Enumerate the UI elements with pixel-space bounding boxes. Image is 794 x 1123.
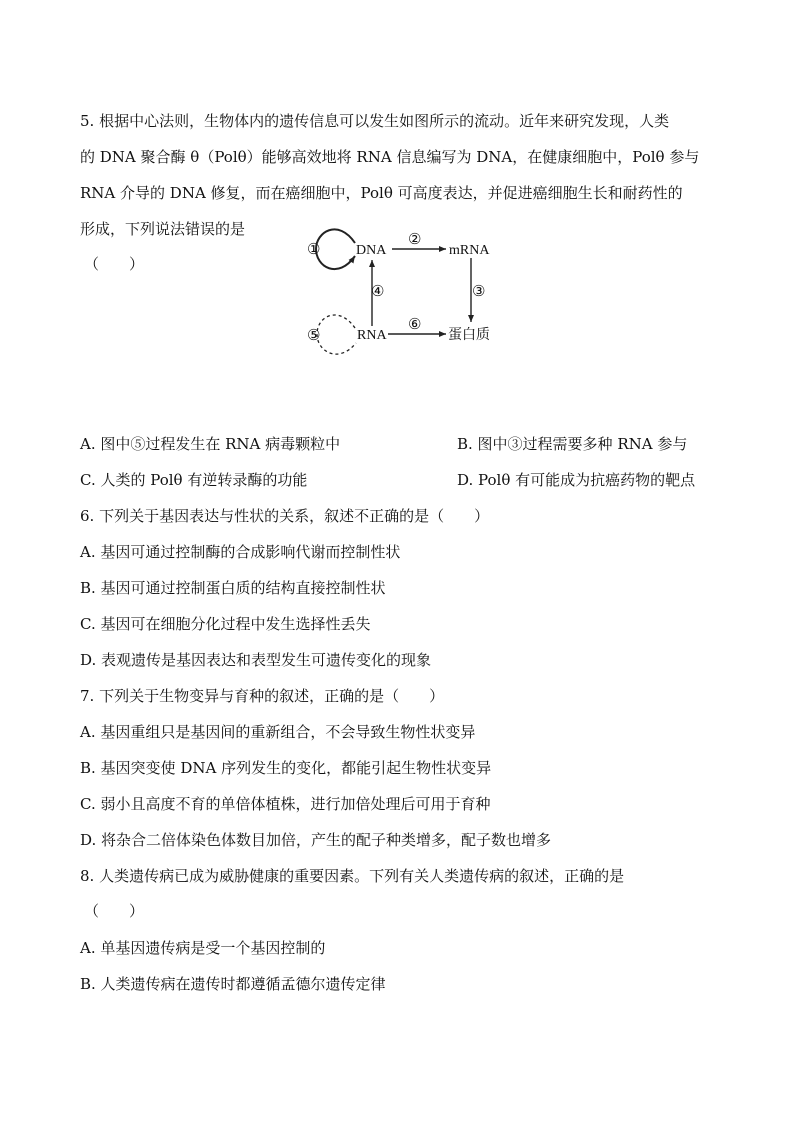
q7-option-d: D. 将杂合二倍体染色体数目加倍，产生的配子种类增多，配子数也增多 — [80, 831, 552, 849]
q5-option-d: D. Polθ 有可能成为抗癌药物的靶点 — [457, 471, 696, 489]
q5-option-b: B. 图中③过程需要多种 RNA 参与 — [457, 435, 688, 453]
label-4: ④ — [371, 284, 385, 300]
label-6: ⑥ — [408, 317, 422, 333]
label-2: ② — [408, 232, 422, 248]
loop-1-arrow — [316, 229, 355, 269]
label-5: ⑤ — [307, 328, 321, 344]
q8-option-b: B. 人类遗传病在遗传时都遵循孟德尔遗传定律 — [80, 975, 386, 993]
q5-stem-line-1: 5. 根据中心法则，生物体内的遗传信息可以发生如图所示的流动。近年来研究发现，人类 — [80, 112, 670, 130]
q5-option-c: C. 人类的 Polθ 有逆转录酶的功能 — [80, 471, 308, 489]
q6-option-a: A. 基因可通过控制酶的合成影响代谢而控制性状 — [80, 543, 401, 561]
q8-answer-blank: （ ） — [84, 902, 145, 920]
label-1: ① — [307, 242, 321, 258]
q5-answer-blank: （ ） — [84, 255, 145, 273]
q7-stem: 7. 下列关于生物变异与育种的叙述，正确的是（ ） — [80, 687, 445, 705]
q6-option-c: C. 基因可在细胞分化过程中发生选择性丢失 — [80, 615, 371, 633]
q5-stem-line-4: 形成，下列说法错误的是 — [80, 220, 246, 238]
q8-stem: 8. 人类遗传病已成为威胁健康的重要因素。下列有关人类遗传病的叙述，正确的是 — [80, 867, 625, 885]
node-protein: 蛋白质 — [448, 328, 490, 343]
q6-stem: 6. 下列关于基因表达与性状的关系，叙述不正确的是（ ） — [80, 507, 490, 525]
q6-option-b: B. 基因可通过控制蛋白质的结构直接控制性状 — [80, 579, 386, 597]
q5-option-a: A. 图中⑤过程发生在 RNA 病毒颗粒中 — [80, 435, 341, 453]
q7-option-a: A. 基因重组只是基因间的重新组合，不会导致生物性状变异 — [80, 723, 476, 741]
q5-stem-line-2: 的 DNA 聚合酶 θ（Polθ）能够高效地将 RNA 信息编写为 DNA，在健康细胞中，Polθ 参与 — [80, 148, 700, 166]
q6-option-d: D. 表观遗传是基因表达和表型发生可遗传变化的现象 — [80, 651, 432, 669]
node-mrna: mRNA — [449, 243, 490, 258]
q7-option-c: C. 弱小且高度不育的单倍体植株，进行加倍处理后可用于育种 — [80, 795, 491, 813]
loop-5-arrow — [317, 315, 356, 354]
q7-option-b: B. 基因突变使 DNA 序列发生的变化，都能引起生物性状变异 — [80, 759, 492, 777]
q5-stem-line-3: RNA 介导的 DNA 修复，而在癌细胞中，Polθ 可高度表达，并促进癌细胞生长和耐药性的 — [80, 184, 683, 202]
label-3: ③ — [472, 284, 486, 300]
q8-option-a: A. 单基因遗传病是受一个基因控制的 — [80, 939, 326, 957]
node-rna: RNA — [357, 328, 387, 343]
node-dna: DNA — [356, 243, 387, 258]
